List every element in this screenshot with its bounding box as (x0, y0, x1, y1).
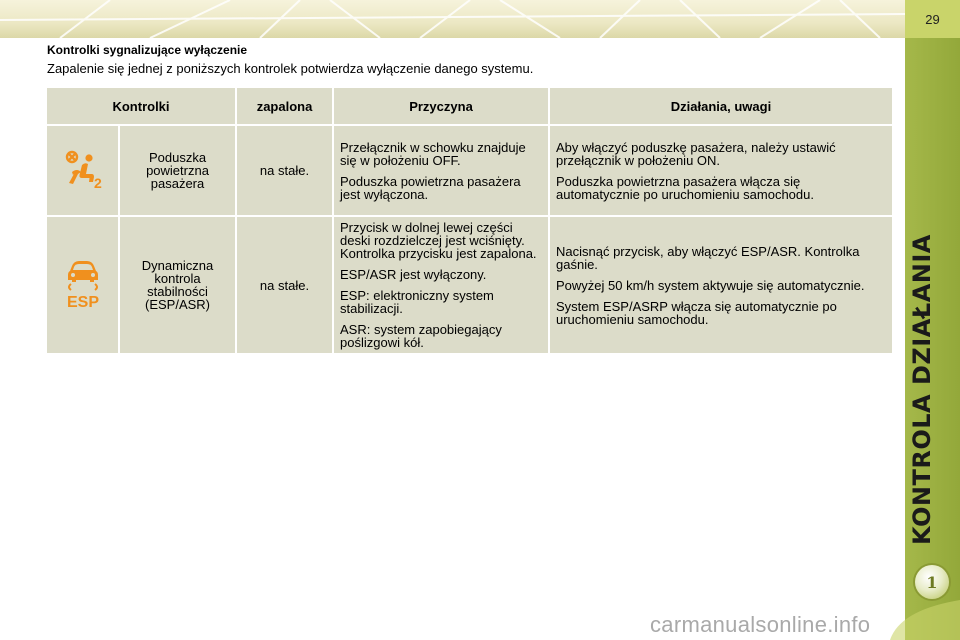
cause-text: ASR: system zapobiegający poślizgowi kół. (340, 322, 502, 350)
header-decoration (0, 0, 905, 38)
control-actions (549, 125, 893, 216)
control-state: na stałe. (236, 125, 333, 216)
action-text: Aby włączyć poduszkę pasażera, należy ustawić przełącznik w położeniu ON. (556, 139, 836, 168)
table-header-row (46, 87, 893, 125)
icon-cell (46, 125, 119, 216)
passenger-airbag-off-icon (63, 150, 103, 190)
intro-text: Zapalenie się jednej z poniższych kontrolek potwierdza wyłączenie danego systemu. (47, 61, 534, 76)
cause-text: Przycisk w dolnej lewej części deski rozdzielczej jest wciśnięty. Kontrolka przycisku jest zapalona. (340, 220, 537, 261)
warning-lights-table (45, 86, 894, 355)
table-row (46, 216, 893, 354)
action-text: Nacisnąć przycisk, aby włączyć ESP/ASR. Kontrolka gaśnie. (556, 243, 860, 272)
seat-number-label: 2 (93, 174, 102, 190)
action-text: Poduszka powietrzna pasażera włącza się automatycznie po uruchomieniu samochodu. (556, 173, 814, 202)
control-cause (333, 125, 549, 216)
action-text: System ESP/ASRP włącza się automatycznie po uruchomieniu samochodu. (556, 298, 837, 327)
watermark-link[interactable]: carmanualsonline.info (650, 612, 871, 637)
page-number: 29 (905, 0, 960, 38)
action-text: Powyżej 50 km/h system aktywuje się automatycznie. (556, 277, 865, 293)
header-przyczyna: Przyczyna (333, 87, 549, 125)
cause-text: ESP: elektroniczny system stabilizacji. (340, 288, 494, 316)
control-cause (333, 216, 549, 354)
chapter-title: KONTROLA DZIAŁANIA (908, 234, 936, 545)
header-dzialania: Działania, uwagi (549, 87, 893, 125)
header-kontrolki: Kontrolki (46, 87, 236, 125)
control-name: Dynamiczna kontrola stabilności (ESP/ASR) (119, 216, 236, 354)
control-actions (549, 216, 893, 354)
esp-label: ESP (66, 294, 99, 310)
esp-skid-icon (63, 258, 103, 310)
cause-text: ESP/ASR jest wyłączony. (340, 267, 487, 282)
icon-cell (46, 216, 119, 354)
chapter-badge: 1 (915, 565, 949, 599)
control-state: na stałe. (236, 216, 333, 354)
header-zapalona: zapalona (236, 87, 333, 125)
section-title: Kontrolki sygnalizujące wyłączenie (47, 43, 248, 57)
table-row (46, 125, 893, 216)
control-name: Poduszka powietrzna pasażera (119, 125, 236, 216)
corner-decoration (890, 590, 960, 640)
cause-text: Poduszka powietrzna pasażera jest wyłączona. (340, 173, 521, 202)
cause-text: Przełącznik w schowku znajduje się w położeniu OFF. (340, 139, 526, 168)
